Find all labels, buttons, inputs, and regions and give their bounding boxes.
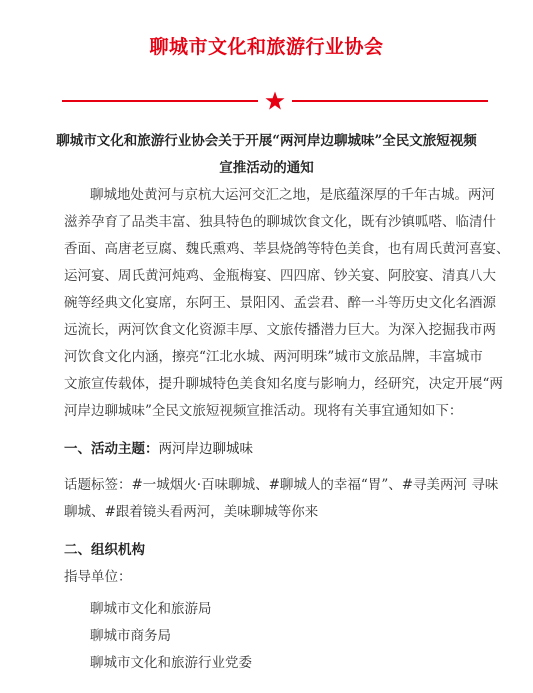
intro-line-1: 聊城地处黄河与京杭大运河交汇之地，是底蕴深厚的千年古城。两河 [90,187,495,203]
intro-line-3: 香面、高唐老豆腐、魏氏熏鸡、莘县烧鸽等特色美食，也有周氏黄河喜宴、 [64,241,510,257]
header-divider [62,92,488,112]
notice-title-line-1: 聊城市文化和旅游行业协会关于开展“两河岸边聊城味”全民文旅短视频 [56,133,477,149]
org-header-title: 聊城市文化和旅游行业协会 [149,36,384,58]
divider-line-right [292,100,488,102]
activity-theme: 两河岸边聊城味 [158,441,253,457]
notice-title [40,128,493,182]
intro-line-6: 远流长，两河饮食文化资源丰厚、文旅传播潜力巨大。为深入挖掘我市两 [64,322,496,338]
divider-line-left [62,100,258,102]
notice-title-line-2: 宣推活动的通知 [219,160,314,176]
intro-line-8: 文旅宣传载体，提升聊城特色美食知名度与影响力，经研究，决定开展“两 [64,376,503,392]
guide-unit-item: 聊城市文化和旅游局 [90,601,212,617]
star-icon [265,91,285,111]
section-2-heading: 二、组织机构 [64,542,145,558]
intro-line-2: 滋养孕育了品类丰富、独具特色的聊城饮食文化，既有沙镇呱嗒、临清什 [64,214,496,230]
intro-line-7: 河饮食文化内涵，擦亮“江北水城、两河明珠”城市文旅品牌，丰富城市 [64,349,483,365]
guide-unit-label: 指导单位： [64,569,132,585]
topic-tags-line-2: 聊城、#跟着镜头看两河，美味聊城等你来 [64,504,319,520]
section-1-heading [64,436,253,463]
intro-line-4: 运河宴、周氏黄河炖鸡、金瓶梅宴、四四席、钞关宴、阿胶宴、清真八大 [64,268,496,284]
section-1-heading-label: 一、活动主题： [64,441,159,457]
topic-tags-line-1: 话题标签：#一城烟火·百味聊城、#聊城人的幸福“胃”、#寻美两河 寻味 [64,477,499,493]
guide-unit-item: 聊城市文化和旅游行业党委 [90,655,252,671]
guide-unit-item: 聊城市商务局 [90,628,171,644]
intro-line-5: 碗等经典文化宴席，东阿王、景阳冈、孟尝君、醉一斗等历史文化名酒源 [64,295,496,311]
intro-line-9: 河岸边聊城味”全民文旅短视频宣推活动。现将有关事宜通知如下： [64,403,463,419]
